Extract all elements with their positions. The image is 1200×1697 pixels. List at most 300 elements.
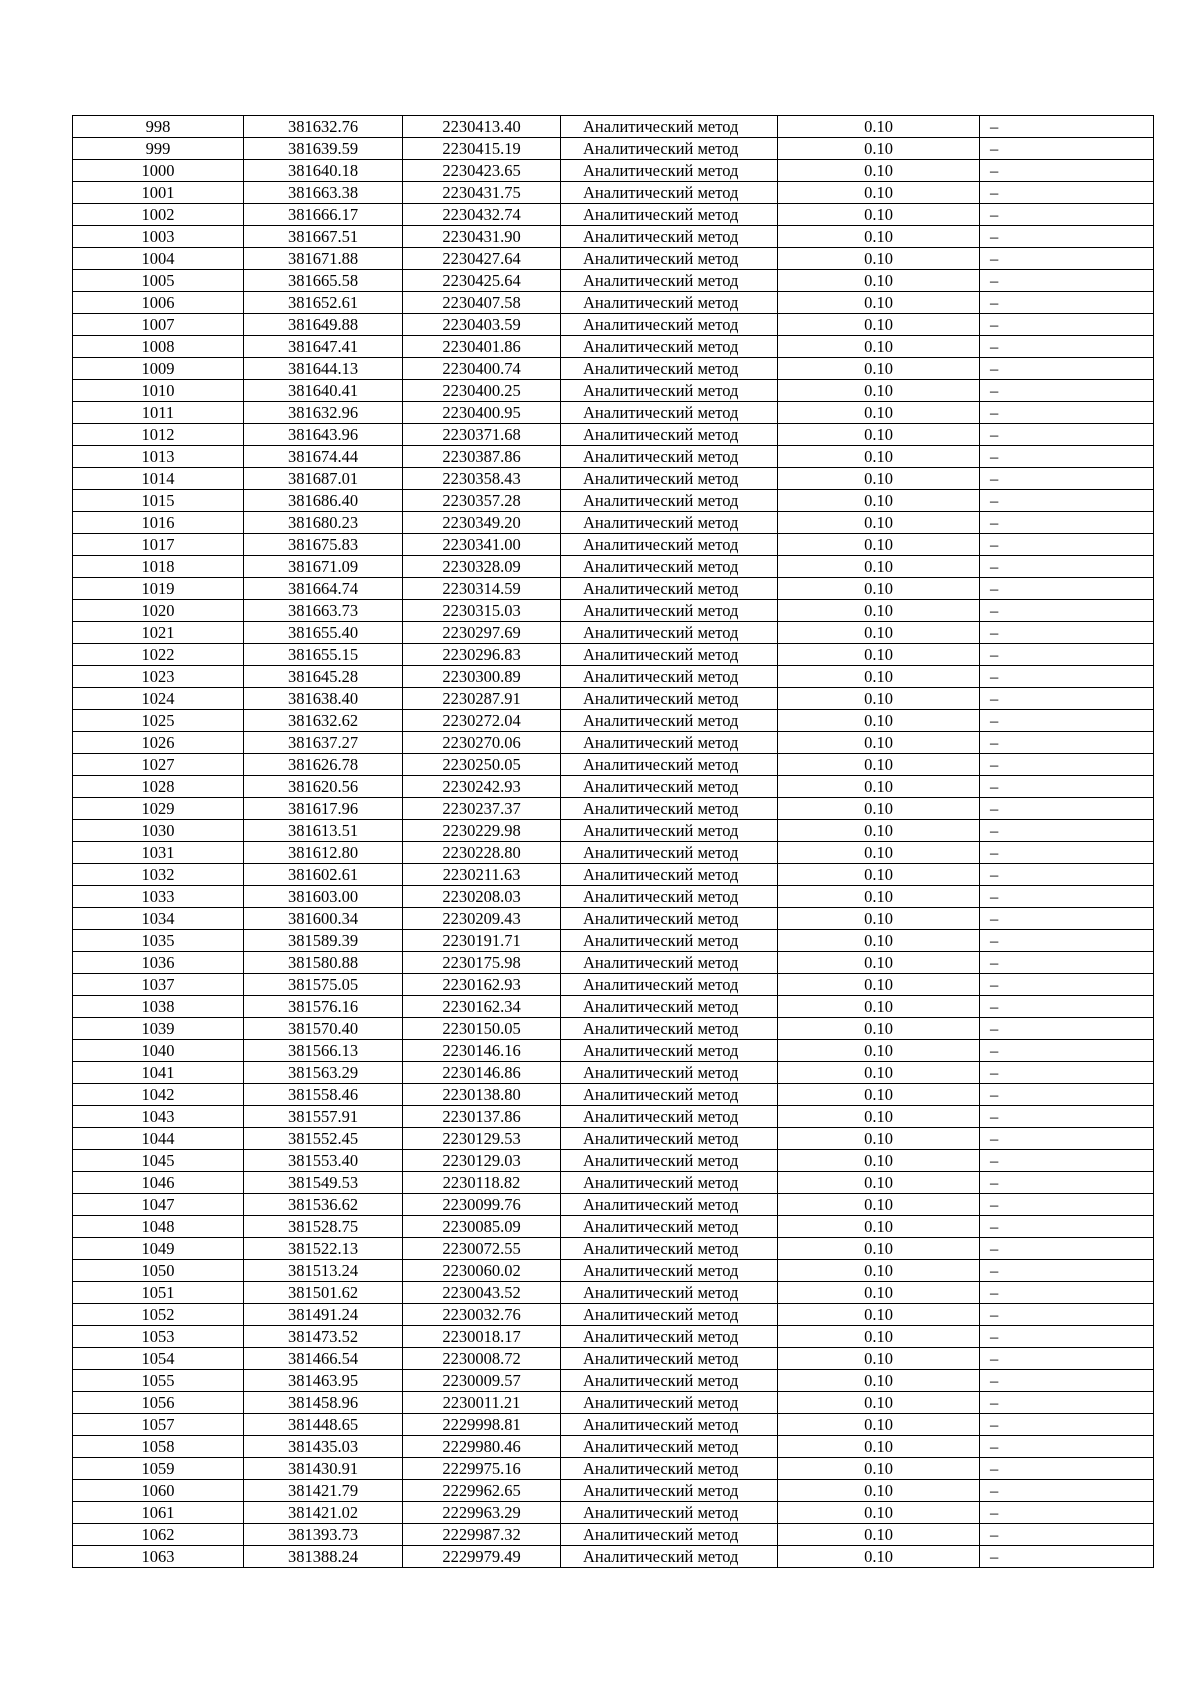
table-row bbox=[73, 336, 1154, 358]
note-cell: – bbox=[980, 204, 1154, 226]
method-cell: Аналитический метод bbox=[561, 446, 778, 468]
accuracy-cell: 0.10 bbox=[778, 754, 980, 776]
point-number-cell: 999 bbox=[73, 138, 244, 160]
accuracy-cell: 0.10 bbox=[778, 820, 980, 842]
point-number-cell: 1020 bbox=[73, 600, 244, 622]
point-number-cell: 1013 bbox=[73, 446, 244, 468]
method-cell: Аналитический метод bbox=[561, 732, 778, 754]
y-coordinate-cell: 2230387.86 bbox=[403, 446, 561, 468]
note-cell: – bbox=[980, 1524, 1154, 1546]
note-cell: – bbox=[980, 600, 1154, 622]
method-cell: Аналитический метод bbox=[561, 292, 778, 314]
note-cell: – bbox=[980, 908, 1154, 930]
table-row bbox=[73, 1458, 1154, 1480]
point-number-cell: 1012 bbox=[73, 424, 244, 446]
table-row bbox=[73, 1304, 1154, 1326]
table-row bbox=[73, 468, 1154, 490]
y-coordinate-cell: 2230270.06 bbox=[403, 732, 561, 754]
accuracy-cell: 0.10 bbox=[778, 1370, 980, 1392]
accuracy-cell: 0.10 bbox=[778, 380, 980, 402]
method-cell: Аналитический метод bbox=[561, 424, 778, 446]
note-cell: – bbox=[980, 116, 1154, 138]
accuracy-cell: 0.10 bbox=[778, 446, 980, 468]
method-cell: Аналитический метод bbox=[561, 1480, 778, 1502]
point-number-cell: 1030 bbox=[73, 820, 244, 842]
point-number-cell: 1025 bbox=[73, 710, 244, 732]
note-cell: – bbox=[980, 578, 1154, 600]
y-coordinate-cell: 2230211.63 bbox=[403, 864, 561, 886]
y-coordinate-cell: 2230341.00 bbox=[403, 534, 561, 556]
method-cell: Аналитический метод bbox=[561, 512, 778, 534]
table-row bbox=[73, 600, 1154, 622]
table-row bbox=[73, 666, 1154, 688]
point-number-cell: 1006 bbox=[73, 292, 244, 314]
x-coordinate-cell: 381603.00 bbox=[244, 886, 403, 908]
accuracy-cell: 0.10 bbox=[778, 644, 980, 666]
accuracy-cell: 0.10 bbox=[778, 1458, 980, 1480]
accuracy-cell: 0.10 bbox=[778, 248, 980, 270]
note-cell: – bbox=[980, 776, 1154, 798]
y-coordinate-cell: 2230296.83 bbox=[403, 644, 561, 666]
x-coordinate-cell: 381639.59 bbox=[244, 138, 403, 160]
x-coordinate-cell: 381666.17 bbox=[244, 204, 403, 226]
point-number-cell: 1040 bbox=[73, 1040, 244, 1062]
x-coordinate-cell: 381466.54 bbox=[244, 1348, 403, 1370]
method-cell: Аналитический метод bbox=[561, 1018, 778, 1040]
y-coordinate-cell: 2230118.82 bbox=[403, 1172, 561, 1194]
point-number-cell: 1024 bbox=[73, 688, 244, 710]
y-coordinate-cell: 2229963.29 bbox=[403, 1502, 561, 1524]
x-coordinate-cell: 381430.91 bbox=[244, 1458, 403, 1480]
method-cell: Аналитический метод bbox=[561, 1502, 778, 1524]
table-row bbox=[73, 1370, 1154, 1392]
y-coordinate-cell: 2230407.58 bbox=[403, 292, 561, 314]
point-number-cell: 1008 bbox=[73, 336, 244, 358]
table-row bbox=[73, 1084, 1154, 1106]
y-coordinate-cell: 2229975.16 bbox=[403, 1458, 561, 1480]
accuracy-cell: 0.10 bbox=[778, 424, 980, 446]
point-number-cell: 1058 bbox=[73, 1436, 244, 1458]
table-row bbox=[73, 424, 1154, 446]
note-cell: – bbox=[980, 424, 1154, 446]
method-cell: Аналитический метод bbox=[561, 1304, 778, 1326]
accuracy-cell: 0.10 bbox=[778, 776, 980, 798]
note-cell: – bbox=[980, 512, 1154, 534]
x-coordinate-cell: 381617.96 bbox=[244, 798, 403, 820]
point-number-cell: 1009 bbox=[73, 358, 244, 380]
table-row bbox=[73, 930, 1154, 952]
method-cell: Аналитический метод bbox=[561, 1370, 778, 1392]
method-cell: Аналитический метод bbox=[561, 1546, 778, 1568]
accuracy-cell: 0.10 bbox=[778, 1040, 980, 1062]
point-number-cell: 1022 bbox=[73, 644, 244, 666]
method-cell: Аналитический метод bbox=[561, 380, 778, 402]
note-cell: – bbox=[980, 842, 1154, 864]
table-row bbox=[73, 1282, 1154, 1304]
accuracy-cell: 0.10 bbox=[778, 358, 980, 380]
point-number-cell: 1044 bbox=[73, 1128, 244, 1150]
x-coordinate-cell: 381620.56 bbox=[244, 776, 403, 798]
method-cell: Аналитический метод bbox=[561, 1128, 778, 1150]
table-row bbox=[73, 292, 1154, 314]
note-cell: – bbox=[980, 138, 1154, 160]
table-row bbox=[73, 908, 1154, 930]
note-cell: – bbox=[980, 952, 1154, 974]
accuracy-cell: 0.10 bbox=[778, 1150, 980, 1172]
accuracy-cell: 0.10 bbox=[778, 1106, 980, 1128]
note-cell: – bbox=[980, 1062, 1154, 1084]
x-coordinate-cell: 381652.61 bbox=[244, 292, 403, 314]
accuracy-cell: 0.10 bbox=[778, 270, 980, 292]
table-row bbox=[73, 644, 1154, 666]
table-row bbox=[73, 490, 1154, 512]
accuracy-cell: 0.10 bbox=[778, 974, 980, 996]
y-coordinate-cell: 2230032.76 bbox=[403, 1304, 561, 1326]
x-coordinate-cell: 381576.16 bbox=[244, 996, 403, 1018]
accuracy-cell: 0.10 bbox=[778, 512, 980, 534]
x-coordinate-cell: 381501.62 bbox=[244, 1282, 403, 1304]
x-coordinate-cell: 381421.02 bbox=[244, 1502, 403, 1524]
x-coordinate-cell: 381463.95 bbox=[244, 1370, 403, 1392]
table-row bbox=[73, 688, 1154, 710]
x-coordinate-cell: 381575.05 bbox=[244, 974, 403, 996]
accuracy-cell: 0.10 bbox=[778, 116, 980, 138]
accuracy-cell: 0.10 bbox=[778, 160, 980, 182]
y-coordinate-cell: 2230400.25 bbox=[403, 380, 561, 402]
table-row bbox=[73, 710, 1154, 732]
point-number-cell: 1062 bbox=[73, 1524, 244, 1546]
x-coordinate-cell: 381570.40 bbox=[244, 1018, 403, 1040]
table-row bbox=[73, 204, 1154, 226]
method-cell: Аналитический метод bbox=[561, 1194, 778, 1216]
x-coordinate-cell: 381435.03 bbox=[244, 1436, 403, 1458]
y-coordinate-cell: 2230018.17 bbox=[403, 1326, 561, 1348]
note-cell: – bbox=[980, 688, 1154, 710]
x-coordinate-cell: 381637.27 bbox=[244, 732, 403, 754]
point-number-cell: 1005 bbox=[73, 270, 244, 292]
x-coordinate-cell: 381528.75 bbox=[244, 1216, 403, 1238]
table-row bbox=[73, 1260, 1154, 1282]
table-row bbox=[73, 1436, 1154, 1458]
point-number-cell: 1003 bbox=[73, 226, 244, 248]
table-row bbox=[73, 358, 1154, 380]
method-cell: Аналитический метод bbox=[561, 798, 778, 820]
x-coordinate-cell: 381589.39 bbox=[244, 930, 403, 952]
accuracy-cell: 0.10 bbox=[778, 1216, 980, 1238]
table-row bbox=[73, 974, 1154, 996]
point-number-cell: 1035 bbox=[73, 930, 244, 952]
y-coordinate-cell: 2230072.55 bbox=[403, 1238, 561, 1260]
note-cell: – bbox=[980, 1304, 1154, 1326]
table-row bbox=[73, 1040, 1154, 1062]
table-row bbox=[73, 1106, 1154, 1128]
table-row bbox=[73, 402, 1154, 424]
point-number-cell: 1001 bbox=[73, 182, 244, 204]
y-coordinate-cell: 2230315.03 bbox=[403, 600, 561, 622]
table-row bbox=[73, 512, 1154, 534]
y-coordinate-cell: 2230432.74 bbox=[403, 204, 561, 226]
table-row bbox=[73, 160, 1154, 182]
y-coordinate-cell: 2230400.95 bbox=[403, 402, 561, 424]
note-cell: – bbox=[980, 1348, 1154, 1370]
accuracy-cell: 0.10 bbox=[778, 1502, 980, 1524]
x-coordinate-cell: 381675.83 bbox=[244, 534, 403, 556]
table-row bbox=[73, 556, 1154, 578]
note-cell: – bbox=[980, 1546, 1154, 1568]
accuracy-cell: 0.10 bbox=[778, 204, 980, 226]
y-coordinate-cell: 2230085.09 bbox=[403, 1216, 561, 1238]
y-coordinate-cell: 2230129.03 bbox=[403, 1150, 561, 1172]
method-cell: Аналитический метод bbox=[561, 952, 778, 974]
note-cell: – bbox=[980, 710, 1154, 732]
point-number-cell: 1045 bbox=[73, 1150, 244, 1172]
note-cell: – bbox=[980, 886, 1154, 908]
table-row bbox=[73, 732, 1154, 754]
note-cell: – bbox=[980, 314, 1154, 336]
method-cell: Аналитический метод bbox=[561, 754, 778, 776]
table-row bbox=[73, 622, 1154, 644]
table-row bbox=[73, 1414, 1154, 1436]
y-coordinate-cell: 2230229.98 bbox=[403, 820, 561, 842]
note-cell: – bbox=[980, 1172, 1154, 1194]
method-cell: Аналитический метод bbox=[561, 1040, 778, 1062]
y-coordinate-cell: 2229962.65 bbox=[403, 1480, 561, 1502]
point-number-cell: 1004 bbox=[73, 248, 244, 270]
y-coordinate-cell: 2230425.64 bbox=[403, 270, 561, 292]
accuracy-cell: 0.10 bbox=[778, 710, 980, 732]
method-cell: Аналитический метод bbox=[561, 1238, 778, 1260]
accuracy-cell: 0.10 bbox=[778, 1524, 980, 1546]
point-number-cell: 1041 bbox=[73, 1062, 244, 1084]
note-cell: – bbox=[980, 402, 1154, 424]
accuracy-cell: 0.10 bbox=[778, 622, 980, 644]
x-coordinate-cell: 381655.40 bbox=[244, 622, 403, 644]
point-number-cell: 1046 bbox=[73, 1172, 244, 1194]
x-coordinate-cell: 381671.09 bbox=[244, 556, 403, 578]
note-cell: – bbox=[980, 1392, 1154, 1414]
y-coordinate-cell: 2230191.71 bbox=[403, 930, 561, 952]
point-number-cell: 1051 bbox=[73, 1282, 244, 1304]
accuracy-cell: 0.10 bbox=[778, 490, 980, 512]
accuracy-cell: 0.10 bbox=[778, 1348, 980, 1370]
y-coordinate-cell: 2230413.40 bbox=[403, 116, 561, 138]
y-coordinate-cell: 2230431.75 bbox=[403, 182, 561, 204]
accuracy-cell: 0.10 bbox=[778, 1436, 980, 1458]
x-coordinate-cell: 381655.15 bbox=[244, 644, 403, 666]
note-cell: – bbox=[980, 1370, 1154, 1392]
accuracy-cell: 0.10 bbox=[778, 336, 980, 358]
method-cell: Аналитический метод bbox=[561, 600, 778, 622]
x-coordinate-cell: 381580.88 bbox=[244, 952, 403, 974]
x-coordinate-cell: 381665.58 bbox=[244, 270, 403, 292]
method-cell: Аналитический метод bbox=[561, 556, 778, 578]
method-cell: Аналитический метод bbox=[561, 688, 778, 710]
point-number-cell: 1037 bbox=[73, 974, 244, 996]
point-number-cell: 1061 bbox=[73, 1502, 244, 1524]
y-coordinate-cell: 2230208.03 bbox=[403, 886, 561, 908]
accuracy-cell: 0.10 bbox=[778, 1260, 980, 1282]
table-row bbox=[73, 952, 1154, 974]
accuracy-cell: 0.10 bbox=[778, 798, 980, 820]
method-cell: Аналитический метод bbox=[561, 1216, 778, 1238]
point-number-cell: 1034 bbox=[73, 908, 244, 930]
accuracy-cell: 0.10 bbox=[778, 842, 980, 864]
y-coordinate-cell: 2230297.69 bbox=[403, 622, 561, 644]
x-coordinate-cell: 381680.23 bbox=[244, 512, 403, 534]
x-coordinate-cell: 381393.73 bbox=[244, 1524, 403, 1546]
x-coordinate-cell: 381448.65 bbox=[244, 1414, 403, 1436]
note-cell: – bbox=[980, 820, 1154, 842]
note-cell: – bbox=[980, 644, 1154, 666]
y-coordinate-cell: 2230146.16 bbox=[403, 1040, 561, 1062]
note-cell: – bbox=[980, 226, 1154, 248]
point-number-cell: 1019 bbox=[73, 578, 244, 600]
accuracy-cell: 0.10 bbox=[778, 1018, 980, 1040]
method-cell: Аналитический метод bbox=[561, 710, 778, 732]
x-coordinate-cell: 381640.41 bbox=[244, 380, 403, 402]
method-cell: Аналитический метод bbox=[561, 1436, 778, 1458]
y-coordinate-cell: 2230415.19 bbox=[403, 138, 561, 160]
note-cell: – bbox=[980, 1194, 1154, 1216]
note-cell: – bbox=[980, 622, 1154, 644]
method-cell: Аналитический метод bbox=[561, 314, 778, 336]
x-coordinate-cell: 381643.96 bbox=[244, 424, 403, 446]
accuracy-cell: 0.10 bbox=[778, 1326, 980, 1348]
note-cell: – bbox=[980, 1018, 1154, 1040]
note-cell: – bbox=[980, 798, 1154, 820]
point-number-cell: 1018 bbox=[73, 556, 244, 578]
method-cell: Аналитический метод bbox=[561, 1414, 778, 1436]
y-coordinate-cell: 2230242.93 bbox=[403, 776, 561, 798]
accuracy-cell: 0.10 bbox=[778, 292, 980, 314]
method-cell: Аналитический метод bbox=[561, 644, 778, 666]
table-row bbox=[73, 1238, 1154, 1260]
point-number-cell: 1021 bbox=[73, 622, 244, 644]
note-cell: – bbox=[980, 666, 1154, 688]
y-coordinate-cell: 2230099.76 bbox=[403, 1194, 561, 1216]
method-cell: Аналитический метод bbox=[561, 248, 778, 270]
table-row bbox=[73, 1480, 1154, 1502]
x-coordinate-cell: 381421.79 bbox=[244, 1480, 403, 1502]
note-cell: – bbox=[980, 1260, 1154, 1282]
point-number-cell: 1053 bbox=[73, 1326, 244, 1348]
y-coordinate-cell: 2230427.64 bbox=[403, 248, 561, 270]
point-number-cell: 1054 bbox=[73, 1348, 244, 1370]
method-cell: Аналитический метод bbox=[561, 1062, 778, 1084]
accuracy-cell: 0.10 bbox=[778, 600, 980, 622]
point-number-cell: 1033 bbox=[73, 886, 244, 908]
point-number-cell: 1027 bbox=[73, 754, 244, 776]
note-cell: – bbox=[980, 1326, 1154, 1348]
note-cell: – bbox=[980, 996, 1154, 1018]
y-coordinate-cell: 2230162.34 bbox=[403, 996, 561, 1018]
method-cell: Аналитический метод bbox=[561, 1150, 778, 1172]
note-cell: – bbox=[980, 160, 1154, 182]
y-coordinate-cell: 2230209.43 bbox=[403, 908, 561, 930]
method-cell: Аналитический метод bbox=[561, 908, 778, 930]
y-coordinate-cell: 2230175.98 bbox=[403, 952, 561, 974]
accuracy-cell: 0.10 bbox=[778, 468, 980, 490]
table-row bbox=[73, 864, 1154, 886]
x-coordinate-cell: 381674.44 bbox=[244, 446, 403, 468]
y-coordinate-cell: 2230287.91 bbox=[403, 688, 561, 710]
table-row bbox=[73, 754, 1154, 776]
table-body bbox=[73, 116, 1154, 1568]
table-row bbox=[73, 1348, 1154, 1370]
x-coordinate-cell: 381602.61 bbox=[244, 864, 403, 886]
table-row bbox=[73, 380, 1154, 402]
note-cell: – bbox=[980, 336, 1154, 358]
x-coordinate-cell: 381458.96 bbox=[244, 1392, 403, 1414]
y-coordinate-cell: 2230403.59 bbox=[403, 314, 561, 336]
accuracy-cell: 0.10 bbox=[778, 1194, 980, 1216]
x-coordinate-cell: 381645.28 bbox=[244, 666, 403, 688]
y-coordinate-cell: 2230349.20 bbox=[403, 512, 561, 534]
x-coordinate-cell: 381388.24 bbox=[244, 1546, 403, 1568]
method-cell: Аналитический метод bbox=[561, 1282, 778, 1304]
accuracy-cell: 0.10 bbox=[778, 1084, 980, 1106]
method-cell: Аналитический метод bbox=[561, 270, 778, 292]
x-coordinate-cell: 381522.13 bbox=[244, 1238, 403, 1260]
method-cell: Аналитический метод bbox=[561, 116, 778, 138]
method-cell: Аналитический метод bbox=[561, 182, 778, 204]
note-cell: – bbox=[980, 292, 1154, 314]
note-cell: – bbox=[980, 1040, 1154, 1062]
point-number-cell: 1047 bbox=[73, 1194, 244, 1216]
table-row bbox=[73, 1524, 1154, 1546]
point-number-cell: 1042 bbox=[73, 1084, 244, 1106]
y-coordinate-cell: 2230009.57 bbox=[403, 1370, 561, 1392]
note-cell: – bbox=[980, 1458, 1154, 1480]
accuracy-cell: 0.10 bbox=[778, 1304, 980, 1326]
y-coordinate-cell: 2230237.37 bbox=[403, 798, 561, 820]
x-coordinate-cell: 381667.51 bbox=[244, 226, 403, 248]
accuracy-cell: 0.10 bbox=[778, 182, 980, 204]
point-number-cell: 1057 bbox=[73, 1414, 244, 1436]
x-coordinate-cell: 381632.62 bbox=[244, 710, 403, 732]
method-cell: Аналитический метод bbox=[561, 1392, 778, 1414]
coordinates-table bbox=[72, 115, 1154, 1568]
point-number-cell: 1017 bbox=[73, 534, 244, 556]
accuracy-cell: 0.10 bbox=[778, 1172, 980, 1194]
point-number-cell: 1048 bbox=[73, 1216, 244, 1238]
table-row bbox=[73, 996, 1154, 1018]
x-coordinate-cell: 381612.80 bbox=[244, 842, 403, 864]
point-number-cell: 998 bbox=[73, 116, 244, 138]
x-coordinate-cell: 381664.74 bbox=[244, 578, 403, 600]
method-cell: Аналитический метод bbox=[561, 622, 778, 644]
x-coordinate-cell: 381649.88 bbox=[244, 314, 403, 336]
x-coordinate-cell: 381600.34 bbox=[244, 908, 403, 930]
accuracy-cell: 0.10 bbox=[778, 1392, 980, 1414]
accuracy-cell: 0.10 bbox=[778, 402, 980, 424]
point-number-cell: 1016 bbox=[73, 512, 244, 534]
x-coordinate-cell: 381557.91 bbox=[244, 1106, 403, 1128]
method-cell: Аналитический метод bbox=[561, 534, 778, 556]
accuracy-cell: 0.10 bbox=[778, 1480, 980, 1502]
method-cell: Аналитический метод bbox=[561, 996, 778, 1018]
point-number-cell: 1043 bbox=[73, 1106, 244, 1128]
note-cell: – bbox=[980, 468, 1154, 490]
table-row bbox=[73, 1326, 1154, 1348]
table-row bbox=[73, 1172, 1154, 1194]
x-coordinate-cell: 381644.13 bbox=[244, 358, 403, 380]
note-cell: – bbox=[980, 1150, 1154, 1172]
accuracy-cell: 0.10 bbox=[778, 688, 980, 710]
table-row bbox=[73, 116, 1154, 138]
y-coordinate-cell: 2230011.21 bbox=[403, 1392, 561, 1414]
accuracy-cell: 0.10 bbox=[778, 1238, 980, 1260]
